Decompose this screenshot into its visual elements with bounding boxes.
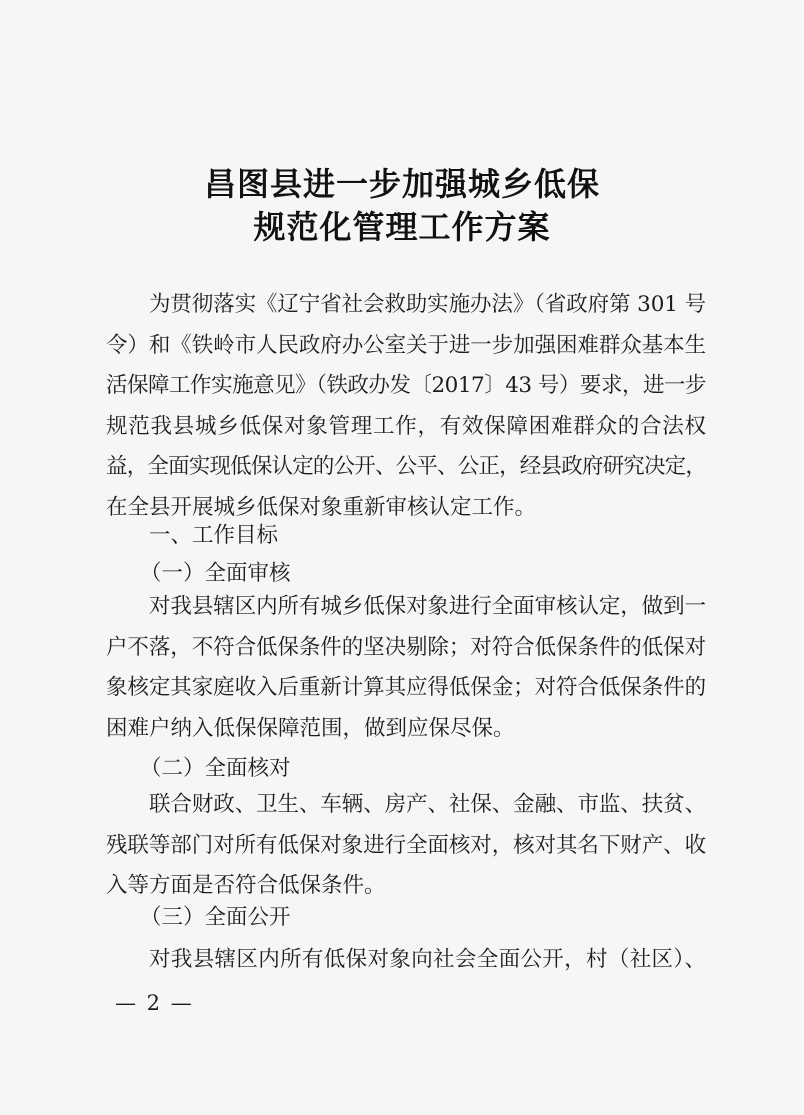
full-review-paragraph xyxy=(106,587,706,749)
paragraph-line: 入等方面是否符合低保条件。 xyxy=(106,873,386,899)
subsection-heading-full-review: （一）全面审核 xyxy=(140,561,291,586)
paragraph-line: 残联等部门对所有低保对象进行全面核对，核对其名下财产、收 xyxy=(106,832,706,858)
paragraph-line: 对我县辖区内所有城乡低保对象进行全面审核认定，做到一 xyxy=(149,594,706,619)
paragraph-line: 户不落，不符合低保条件的坚决剔除；对符合低保条件的低保对 xyxy=(106,634,706,660)
paragraph-line: 规范我县城乡低保对象管理工作，有效保障困难群众的合法权 xyxy=(106,413,706,439)
paragraph-line: 困难户纳入低保保障范围，做到应保尽保。 xyxy=(106,715,515,741)
subsection-heading-full-check: （二）全面核对 xyxy=(140,756,291,781)
document-title-line-1: 昌图县进一步加强城乡低保 xyxy=(203,165,600,203)
paragraph-line: 在全县开展城乡低保对象重新审核认定工作。 xyxy=(106,494,537,520)
full-check-paragraph xyxy=(106,785,706,907)
paragraph-line: 为贯彻落实《辽宁省社会救助实施办法》（省政府第 301 号 xyxy=(149,292,706,317)
paragraph-line: 象核定其家庭收入后重新计算其应得低保金；对符合低保条件的 xyxy=(106,675,706,701)
page-number: — 2 — xyxy=(115,991,194,1015)
paragraph-line: 联合财政、卫生、车辆、房产、社保、金融、市监、扶贫、 xyxy=(149,792,706,817)
paragraph-line: 对我县辖区内所有低保对象向社会全面公开，村（社区）、 xyxy=(149,947,706,972)
intro-paragraph xyxy=(106,285,706,529)
paragraph-line: 活保障工作实施意见》（铁政办发〔2017〕43 号）要求，进一步 xyxy=(106,373,706,399)
paragraph-line: 令）和《铁岭市人民政府办公室关于进一步加强困难群众基本生 xyxy=(106,332,706,358)
document-title-line-2: 规范化管理工作方案 xyxy=(253,208,551,246)
subsection-heading-full-disclosure: （三）全面公开 xyxy=(140,905,291,930)
paragraph-line: 益，全面实现低保认定的公开、公平、公正，经县政府研究决定， xyxy=(106,454,706,480)
section-heading-work-goals: 一、工作目标 xyxy=(149,523,279,548)
full-disclosure-paragraph xyxy=(106,940,706,981)
